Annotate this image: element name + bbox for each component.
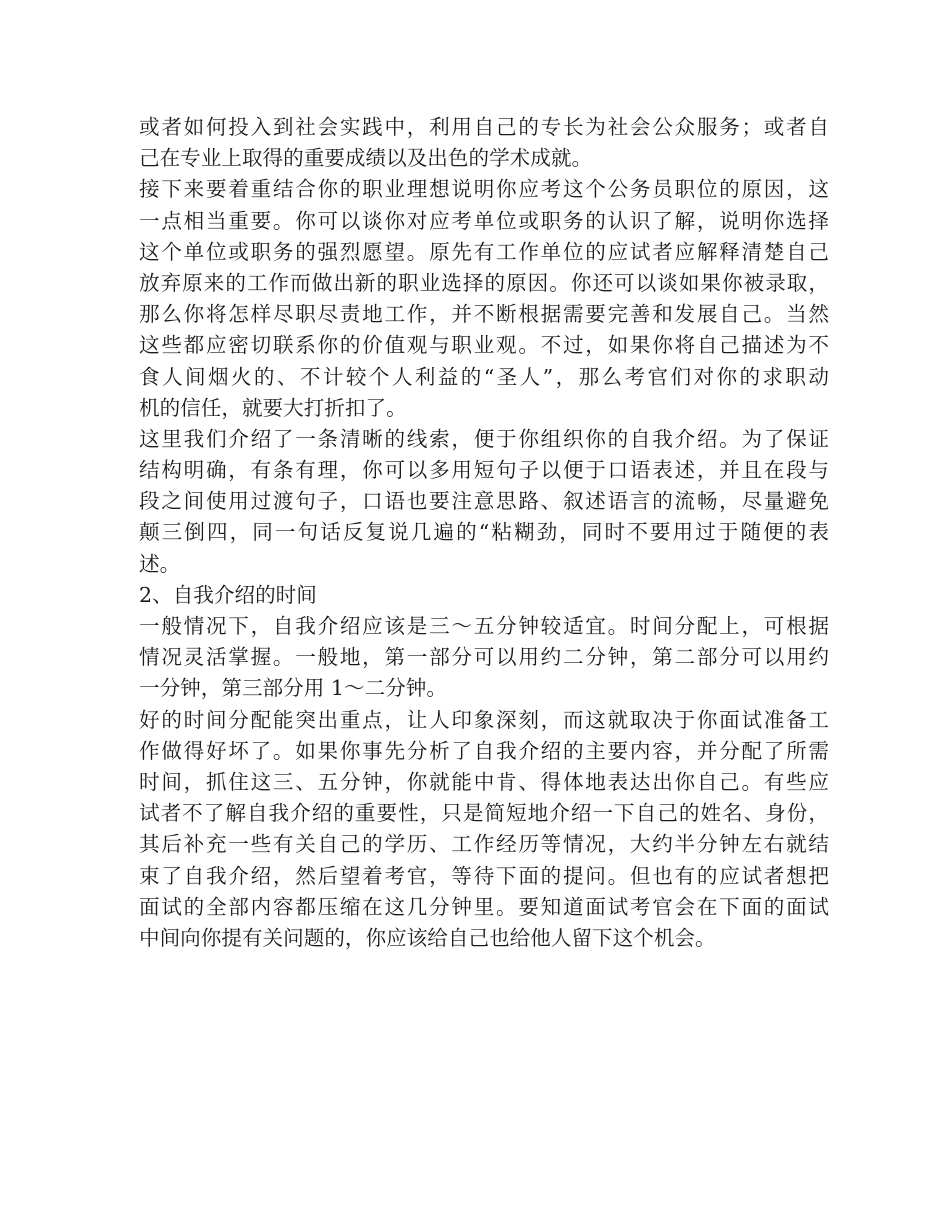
text-line: 段之间使用过渡句子，口语也要注意思路、叙述语言的流畅，尽量避免 (139, 489, 831, 514)
text-line: 这些都应密切联系你的价值观与职业观。不过，如果你将自己描述为不 (139, 333, 831, 358)
text-line: 其后补充一些有关自己的学历、工作经历等情况，大约半分钟左右就结 (139, 832, 831, 857)
text-line: 结构明确，有条有理，你可以多用短句子以便于口语表述，并且在段与 (139, 458, 831, 483)
text-line: 一分钟，第三部分用 1～二分钟。 (139, 676, 447, 701)
text-line: 或者如何投入到社会实践中，利用自己的专长为社会公众服务；或者自 (139, 115, 831, 139)
text-line: 这里我们介绍了一条清晰的线索，便于你组织你的自我介绍。为了保证 (139, 426, 831, 451)
text-line: 情况灵活掌握。一般地，第一部分可以用约二分钟，第二部分可以用约 (139, 645, 831, 670)
text-line: 接下来要着重结合你的职业理想说明你应考这个公务员职位的原因，这 (139, 177, 831, 202)
text-line: 那么你将怎样尽职尽责地工作，并不断根据需要完善和发展自己。当然 (139, 302, 831, 327)
text-line: 食人间烟火的、不计较个人利益的“圣人”，那么考官们对你的求职动 (139, 364, 832, 389)
text-line: 机的信任，就要大打折扣了。 (139, 395, 407, 420)
text-line: 这个单位或职务的强烈愿望。原先有工作单位的应试者应解释清楚自己 (139, 239, 831, 264)
text-line: 2、自我介绍的时间 (139, 582, 317, 607)
text-line: 试者不了解自我介绍的重要性，只是简短地介绍一下自己的姓名、身份， (139, 801, 830, 826)
text-line: 中间向你提有关问题的，你应该给自己也给他人留下这个机会。 (139, 925, 716, 950)
text-line: 束了自我介绍，然后望着考官，等待下面的提问。但也有的应试者想把 (139, 863, 831, 888)
text-line: 好的时间分配能突出重点，让人印象深刻，而这就取决于你面试准备工 (139, 707, 831, 732)
text-line: 时间，抓住这三、五分钟，你就能中肯、得体地表达出你自己。有些应 (139, 769, 831, 794)
text-line: 面试的全部内容都压缩在这几分钟里。要知道面试考官会在下面的面试 (139, 894, 831, 919)
text-line: 放弃原来的工作而做出新的职业选择的原因。你还可以谈如果你被录取， (139, 270, 830, 295)
text-line: 作做得好坏了。如果你事先分析了自我介绍的主要内容，并分配了所需 (139, 738, 831, 763)
text-line: 颠三倒四，同一句话反复说几遍的“粘糊劲，同时不要用过于随便的表 (139, 520, 832, 545)
text-line: 一般情况下，自我介绍应该是三～五分钟较适宜。时间分配上，可根据 (139, 614, 831, 638)
text-line: 述。 (139, 551, 181, 576)
text-line: 一点相当重要。你可以谈你对应考单位或职务的认识了解，说明你选择 (139, 208, 831, 233)
text-line: 己在专业上取得的重要成绩以及出色的学术成就。 (139, 146, 593, 171)
body-text (139, 112, 832, 954)
